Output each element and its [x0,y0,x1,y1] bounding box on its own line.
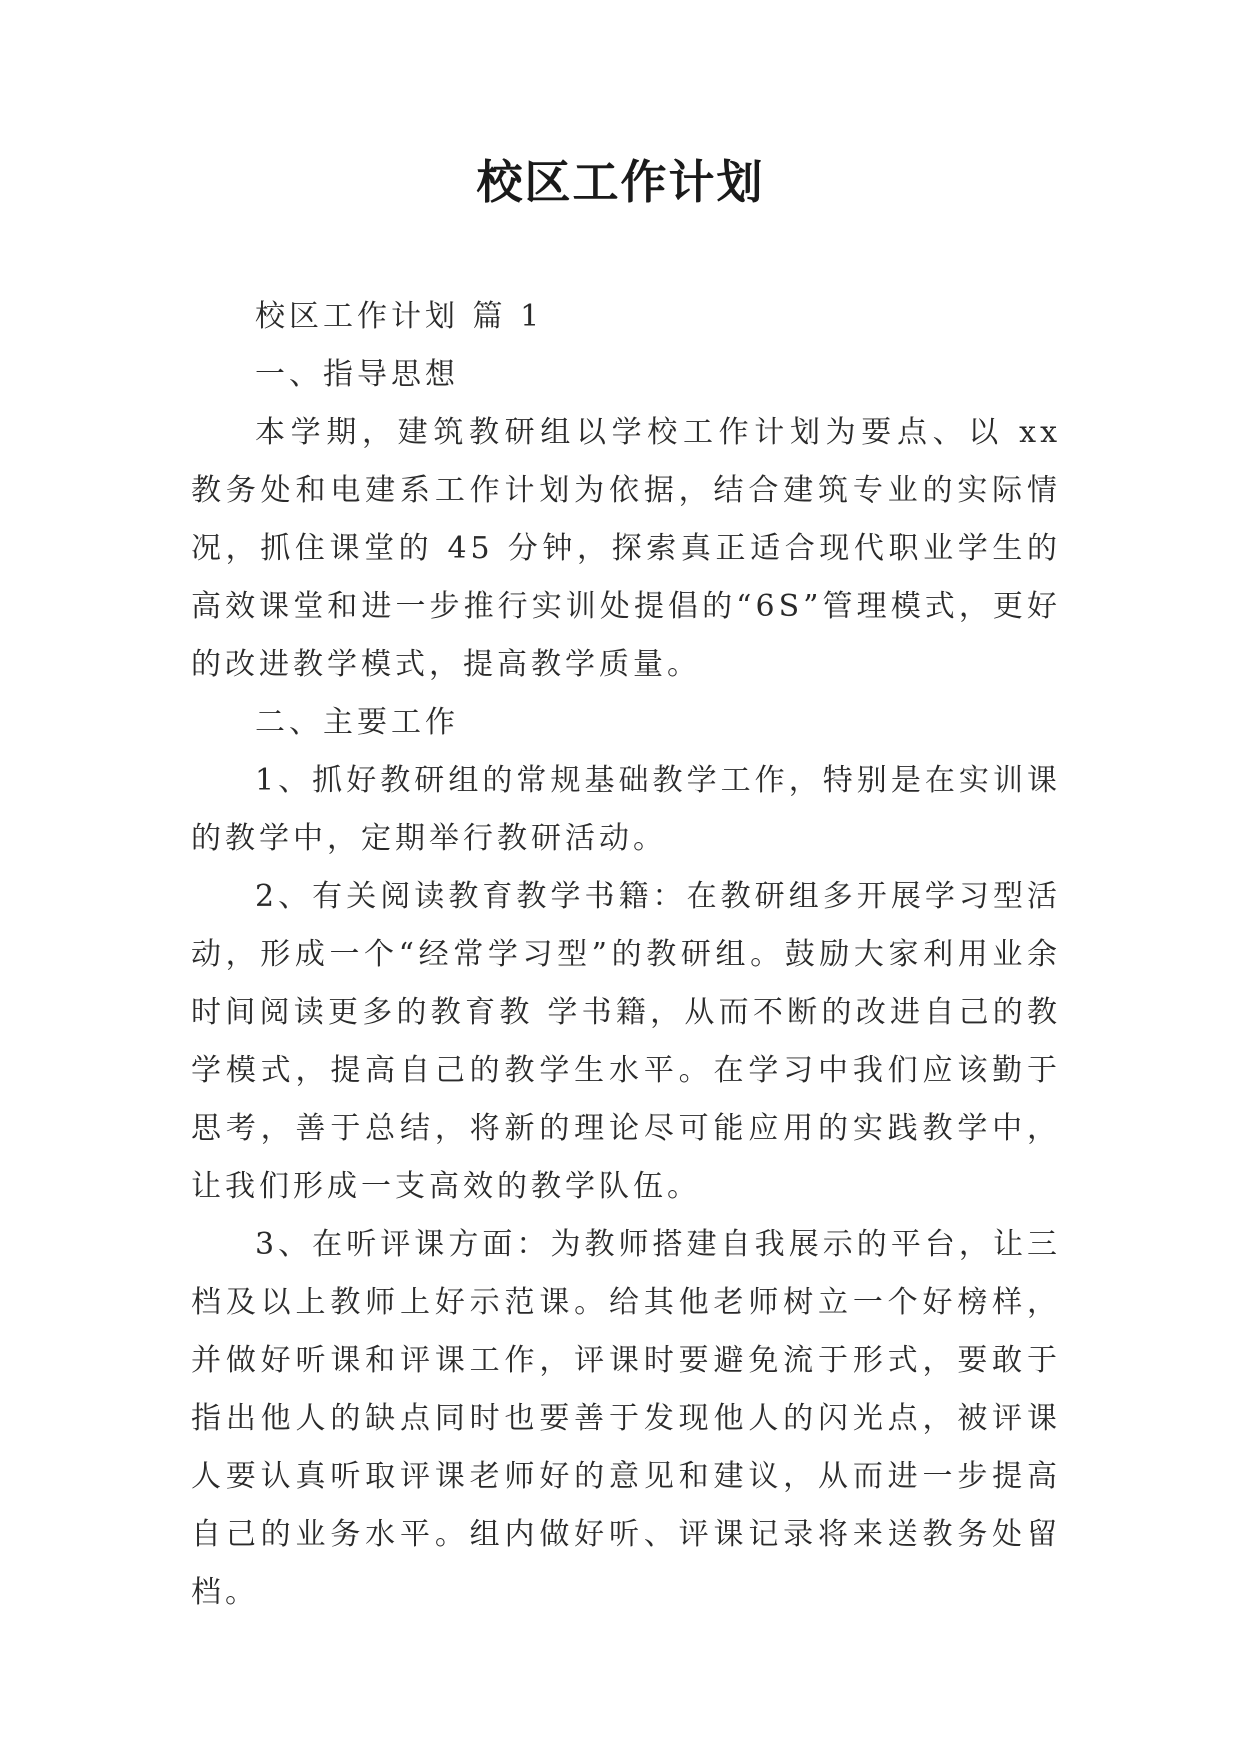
paragraph-guiding-ideology: 本学期，建筑教研组以学校工作计划为要点、以 xx 教务处和电建系工作计划为依据，结合建筑专业的实际情况，抓住课堂的 45 分钟，探索真正适合现代职业学生的高效课堂和进一步推行实训处提倡的“6S”管理模式，更好的改进教学模式，提高教学质量。 [191,415,1061,682]
section-heading-part: 校区工作计划 篇 1 [255,299,544,334]
section-heading-guiding-ideology: 一、指导思想 [255,357,459,392]
section-heading-main-work: 二、主要工作 [255,705,459,740]
paragraph-item-3: 3、在听评课方面：为教师搭建自我展示的平台，让三档及以上教师上好示范课。给其他老师树立一个好榜样，并做好听课和评课工作，评课时要避免流于形式，要敢于指出他人的缺点同时也要善于发现他人的闪光点，被评课人要认真听取评课老师好的意见和建议，从而进一步提高自己的业务水平。组内做好听、评课记录将来送教务处留档。 [191,1227,1061,1610]
paragraph-item-2: 2、有关阅读教育教学书籍：在教研组多开展学习型活动，形成一个“经常学习型”的教研组。鼓励大家利用业余时间阅读更多的教育教 学书籍，从而不断的改进自己的教学模式，提高自己的教学生水平。在学习中我们应该勤于思考，善于总结，将新的理论尽可能应用的实践教学中，让我们形成一支高效的教学队伍。 [191,879,1061,1204]
document-title: 校区工作计划 [476,155,765,209]
document-body [191,288,1061,1622]
paragraph-item-1: 1、抓好教研组的常规基础教学工作，特别是在实训课的教学中，定期举行教研活动。 [191,763,1061,856]
